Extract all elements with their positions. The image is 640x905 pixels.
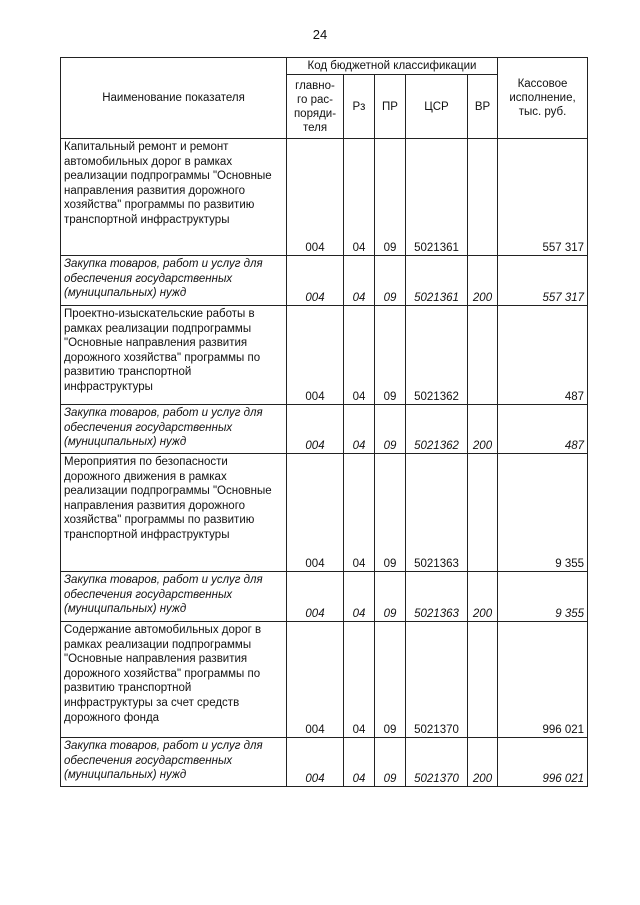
row-vr (468, 622, 498, 738)
row-csr: 5021363 (406, 572, 468, 622)
row-name: Закупка товаров, работ и услуг для обеспечения государственных (муниципальных) нужд (61, 572, 287, 622)
row-pr: 09 (375, 622, 406, 738)
row-pr: 09 (375, 454, 406, 572)
row-amount: 9 355 (498, 572, 588, 622)
table-row (61, 572, 588, 622)
row-csr: 5021362 (406, 306, 468, 405)
row-rz: 04 (344, 405, 375, 454)
row-name: Капитальный ремонт и ремонт автомобильных дорог в рамках реализации подпрограммы "Основные направления развития дорожного хозяйства" программы по развитию транспортной инфраструктуры (61, 139, 287, 256)
row-amount: 996 021 (498, 622, 588, 738)
row-admin: 004 (287, 405, 344, 454)
row-vr: 200 (468, 738, 498, 787)
row-amount: 487 (498, 405, 588, 454)
row-csr: 5021362 (406, 405, 468, 454)
table-row (61, 256, 588, 306)
row-vr (468, 454, 498, 572)
header-admin: главно-го рас-поряди-теля (287, 75, 344, 139)
row-rz: 04 (344, 622, 375, 738)
row-name: Закупка товаров, работ и услуг для обеспечения государственных (муниципальных) нужд (61, 405, 287, 454)
row-pr: 09 (375, 306, 406, 405)
row-vr: 200 (468, 256, 498, 306)
header-csr: ЦСР (406, 75, 468, 139)
table-row (61, 454, 588, 572)
row-admin: 004 (287, 306, 344, 405)
row-amount: 487 (498, 306, 588, 405)
row-rz: 04 (344, 738, 375, 787)
row-vr: 200 (468, 572, 498, 622)
table-row (61, 306, 588, 405)
row-vr: 200 (468, 405, 498, 454)
row-csr: 5021361 (406, 256, 468, 306)
header-name: Наименование показателя (61, 58, 287, 139)
row-admin: 004 (287, 256, 344, 306)
row-csr: 5021363 (406, 454, 468, 572)
row-name: Мероприятия по безопасности дорожного движения в рамках реализации подпрограммы "Основные направления развития дорожного хозяйства" программы по развитию транспортной инфраструктуры (61, 454, 287, 572)
row-name: Содержание автомобильных дорог в рамках реализации подпрограммы "Основные направления развития дорожного хозяйства" программы по развитию транспортной инфраструктуры за счет средств дорожного фонда (61, 622, 287, 738)
row-pr: 09 (375, 405, 406, 454)
row-pr: 09 (375, 139, 406, 256)
table-row (61, 622, 588, 738)
row-rz: 04 (344, 306, 375, 405)
row-admin: 004 (287, 572, 344, 622)
header-rz: Рз (344, 75, 375, 139)
table-row (61, 405, 588, 454)
header-budget-code: Код бюджетной классификации (287, 58, 498, 75)
table-row (61, 738, 588, 787)
row-name: Закупка товаров, работ и услуг для обеспечения государственных (муниципальных) нужд (61, 738, 287, 787)
row-csr: 5021361 (406, 139, 468, 256)
row-pr: 09 (375, 256, 406, 306)
row-pr: 09 (375, 738, 406, 787)
row-rz: 04 (344, 454, 375, 572)
row-admin: 004 (287, 454, 344, 572)
row-csr: 5021370 (406, 622, 468, 738)
row-amount: 557 317 (498, 139, 588, 256)
row-rz: 04 (344, 139, 375, 256)
header-vr: ВР (468, 75, 498, 139)
row-rz: 04 (344, 256, 375, 306)
row-rz: 04 (344, 572, 375, 622)
page-number: 24 (312, 27, 328, 42)
header-amount: Кассовое исполнение, тыс. руб. (498, 58, 588, 139)
row-name: Проектно-изыскательские работы в рамках реализации подпрограммы "Основные направления развития дорожного хозяйства" программы по развитию транспортной инфраструктуры (61, 306, 287, 405)
row-pr: 09 (375, 572, 406, 622)
row-admin: 004 (287, 139, 344, 256)
row-csr: 5021370 (406, 738, 468, 787)
row-admin: 004 (287, 738, 344, 787)
row-amount: 996 021 (498, 738, 588, 787)
row-amount: 9 355 (498, 454, 588, 572)
row-vr (468, 306, 498, 405)
budget-table (60, 57, 588, 787)
row-amount: 557 317 (498, 256, 588, 306)
row-admin: 004 (287, 622, 344, 738)
header-pr: ПР (375, 75, 406, 139)
row-vr (468, 139, 498, 256)
row-name: Закупка товаров, работ и услуг для обеспечения государственных (муниципальных) нужд (61, 256, 287, 306)
table-row (61, 139, 588, 256)
